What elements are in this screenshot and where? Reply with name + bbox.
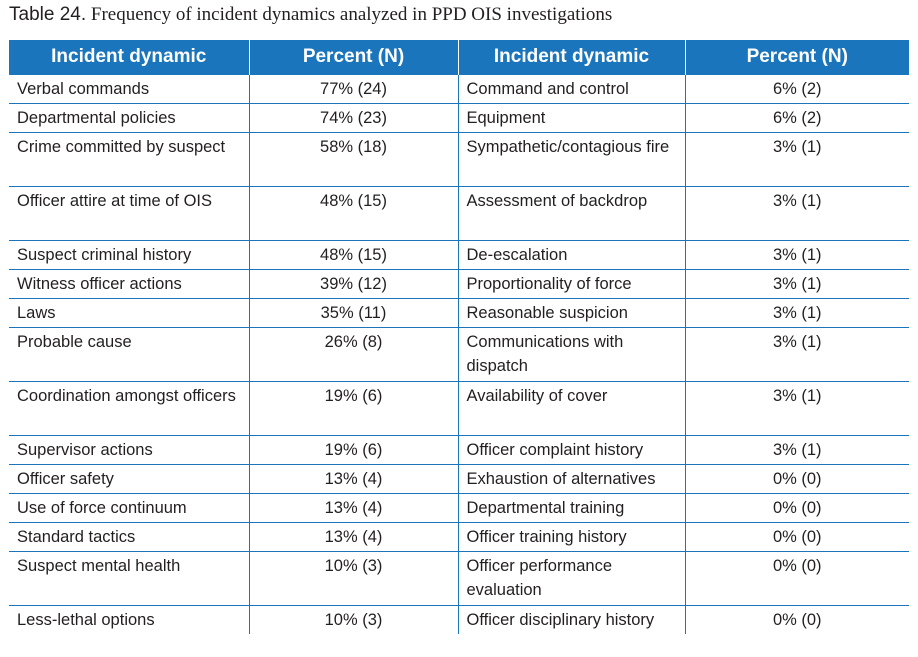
dynamic-cell: Reasonable suspicion [458, 299, 685, 328]
table-row [9, 552, 909, 606]
table-row [9, 299, 909, 328]
dynamic-cell: Supervisor actions [9, 436, 249, 465]
header-percent-left: Percent (N) [249, 40, 458, 75]
dynamic-cell: Suspect criminal history [9, 241, 249, 270]
percent-cell: 48% (15) [249, 241, 458, 270]
dynamic-cell: Departmental policies [9, 104, 249, 133]
dynamic-cell: Departmental training [458, 494, 685, 523]
percent-cell: 0% (0) [685, 465, 909, 494]
percent-cell: 3% (1) [685, 270, 909, 299]
dynamic-cell: Probable cause [9, 328, 249, 382]
percent-cell: 77% (24) [249, 75, 458, 104]
table-title [9, 4, 612, 26]
table-row [9, 328, 909, 382]
dynamic-cell: Coordination amongst officers [9, 382, 249, 436]
dynamic-cell: Less-lethal options [9, 606, 249, 635]
percent-cell: 13% (4) [249, 523, 458, 552]
percent-cell: 6% (2) [685, 75, 909, 104]
dynamic-cell: Officer disciplinary history [458, 606, 685, 635]
table-row [9, 75, 909, 104]
dynamic-cell: Verbal commands [9, 75, 249, 104]
percent-cell: 3% (1) [685, 187, 909, 241]
percent-cell: 39% (12) [249, 270, 458, 299]
table-number: Table 24. [9, 4, 87, 25]
table-row [9, 606, 909, 635]
percent-cell: 3% (1) [685, 133, 909, 187]
dynamic-cell: Suspect mental health [9, 552, 249, 606]
percent-cell: 0% (0) [685, 523, 909, 552]
header-incident-dynamic-left: Incident dynamic [9, 40, 249, 75]
percent-cell: 19% (6) [249, 382, 458, 436]
percent-cell: 74% (23) [249, 104, 458, 133]
dynamic-cell: Laws [9, 299, 249, 328]
table-row [9, 494, 909, 523]
dynamic-cell: Officer training history [458, 523, 685, 552]
percent-cell: 58% (18) [249, 133, 458, 187]
percent-cell: 10% (3) [249, 552, 458, 606]
header-row [9, 40, 909, 75]
dynamic-cell: Use of force continuum [9, 494, 249, 523]
dynamic-cell: Communications with dispatch [458, 328, 685, 382]
percent-cell: 13% (4) [249, 494, 458, 523]
percent-cell: 6% (2) [685, 104, 909, 133]
percent-cell: 35% (11) [249, 299, 458, 328]
dynamic-cell: Exhaustion of alternatives [458, 465, 685, 494]
percent-cell: 3% (1) [685, 299, 909, 328]
table-row [9, 436, 909, 465]
dynamic-cell: Officer complaint history [458, 436, 685, 465]
dynamic-cell: De-escalation [458, 241, 685, 270]
dynamic-cell: Availability of cover [458, 382, 685, 436]
table-row [9, 187, 909, 241]
table-row [9, 465, 909, 494]
dynamic-cell: Officer safety [9, 465, 249, 494]
dynamic-cell: Command and control [458, 75, 685, 104]
header-percent-right: Percent (N) [685, 40, 909, 75]
percent-cell: 10% (3) [249, 606, 458, 635]
dynamic-cell: Assessment of backdrop [458, 187, 685, 241]
incident-dynamics-table [9, 40, 909, 634]
dynamic-cell: Officer performance evaluation [458, 552, 685, 606]
dynamic-cell: Proportionality of force [458, 270, 685, 299]
table-row [9, 241, 909, 270]
percent-cell: 26% (8) [249, 328, 458, 382]
percent-cell: 0% (0) [685, 552, 909, 606]
dynamic-cell: Witness officer actions [9, 270, 249, 299]
table-row [9, 523, 909, 552]
percent-cell: 3% (1) [685, 382, 909, 436]
table-row [9, 382, 909, 436]
percent-cell: 13% (4) [249, 465, 458, 494]
table-row [9, 104, 909, 133]
percent-cell: 0% (0) [685, 606, 909, 635]
dynamic-cell: Crime committed by suspect [9, 133, 249, 187]
dynamic-cell: Officer attire at time of OIS [9, 187, 249, 241]
percent-cell: 3% (1) [685, 436, 909, 465]
dynamic-cell: Sympathetic/contagious fire [458, 133, 685, 187]
table-caption: Frequency of incident dynamics analyzed in PPD OIS investigations [90, 4, 613, 25]
percent-cell: 3% (1) [685, 241, 909, 270]
dynamic-cell: Standard tactics [9, 523, 249, 552]
dynamic-cell: Equipment [458, 104, 685, 133]
table-row [9, 133, 909, 187]
percent-cell: 19% (6) [249, 436, 458, 465]
table-row [9, 270, 909, 299]
percent-cell: 48% (15) [249, 187, 458, 241]
percent-cell: 0% (0) [685, 494, 909, 523]
percent-cell: 3% (1) [685, 328, 909, 382]
header-incident-dynamic-right: Incident dynamic [458, 40, 685, 75]
